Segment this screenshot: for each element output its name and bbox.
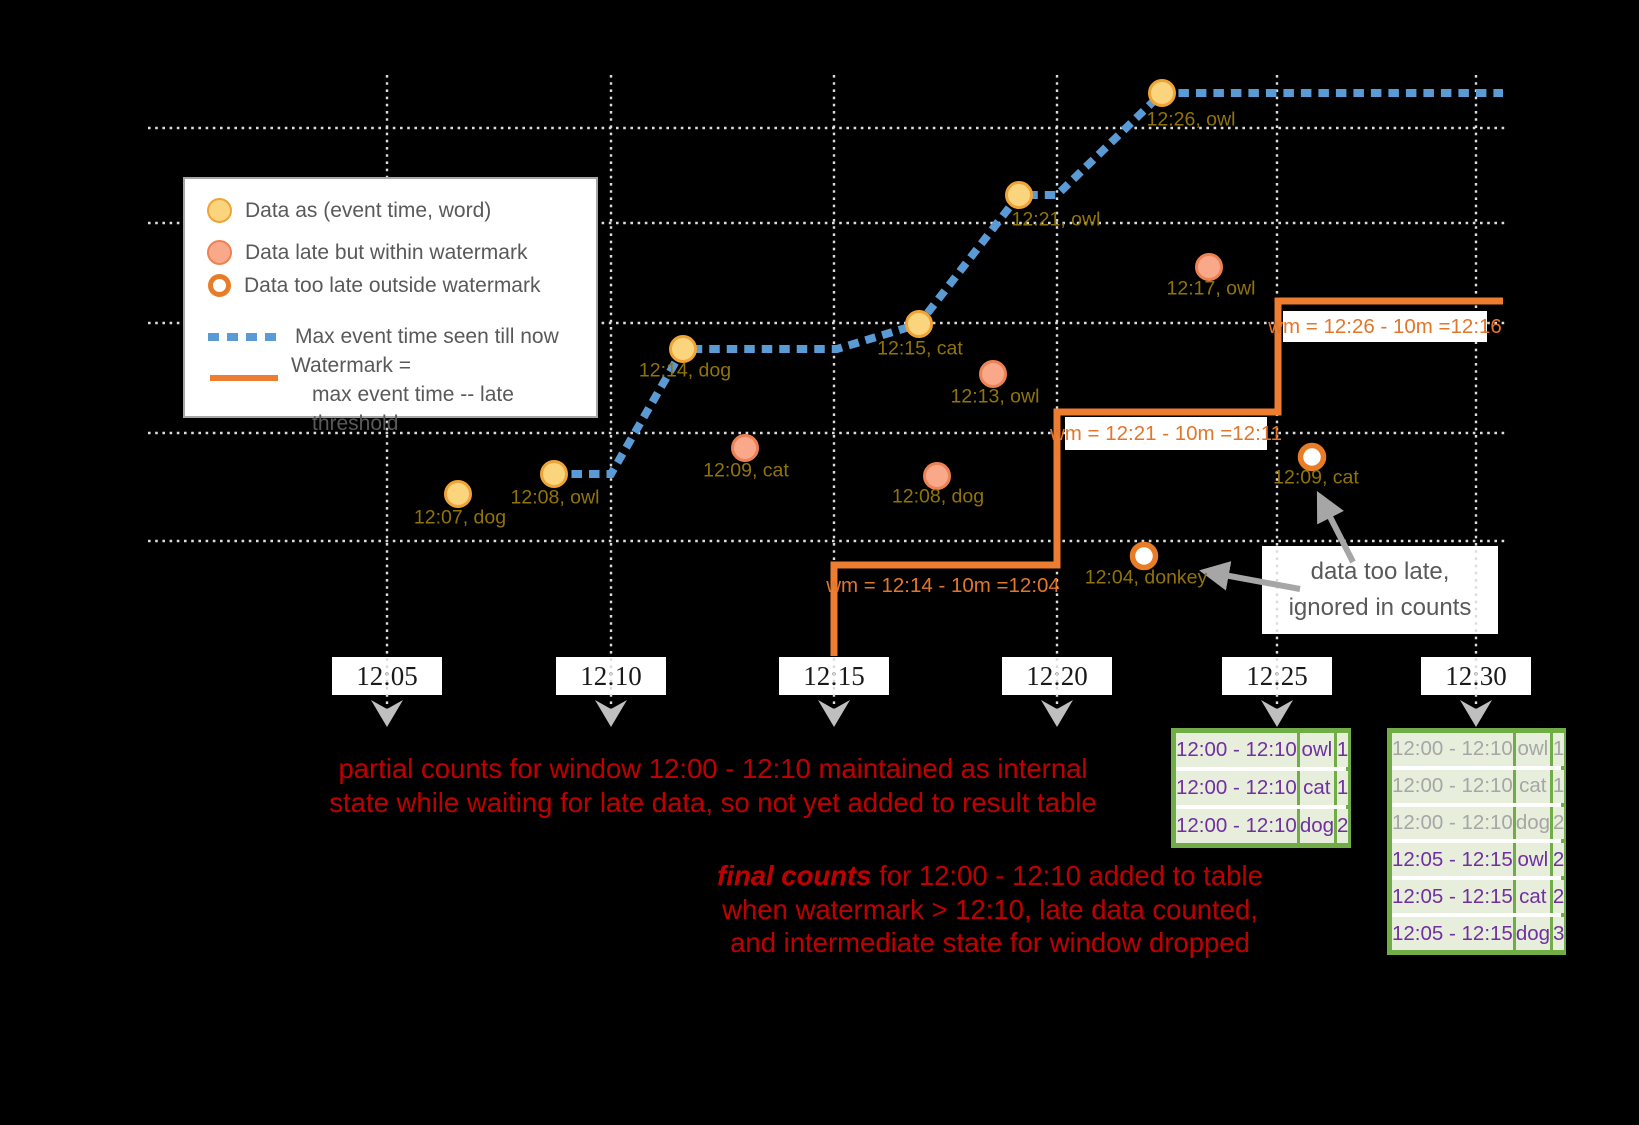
window-cell: 12:05 - 12:15 (1392, 880, 1513, 913)
point-too-late-12-09-cat (1301, 446, 1324, 469)
point-label-12-07-dog: 12:07, dog (413, 506, 507, 529)
point-on-time-12-07-dog (446, 482, 471, 507)
watermark-value-label: wm = 12:26 - 10m =12:16 (1283, 311, 1487, 342)
point-on-time-12-14-dog (671, 337, 696, 362)
word-cell: cat (1300, 771, 1334, 805)
point-on-time-12-08-owl (542, 462, 567, 487)
trigger-time-box-12-05: 12:05 (332, 657, 442, 695)
axis-arrowhead (1460, 700, 1492, 727)
word-cell: owl (1516, 733, 1550, 766)
word-cell: dog (1516, 807, 1550, 840)
window-cell: 12:05 - 12:15 (1392, 843, 1513, 876)
point-label-12-04-donkey: 12:04, donkey (1084, 566, 1208, 589)
axis-arrowhead (1261, 700, 1293, 727)
trigger-time-box-12-25: 12:25 (1222, 657, 1332, 695)
word-cell: dog (1300, 809, 1334, 843)
point-on-time-12-21-owl (1007, 183, 1032, 208)
watermark-value-label: wm = 12:14 - 10m =12:04 (826, 574, 1060, 597)
point-label-12-26-owl: 12:26, owl (1146, 108, 1236, 131)
window-cell: 12:00 - 12:10 (1392, 807, 1513, 840)
word-cell: dog (1516, 917, 1550, 950)
legend-label: Max event time seen till now (295, 325, 559, 348)
callout-arrow (1208, 572, 1300, 589)
count-cell: 2 (1553, 880, 1564, 913)
point-on-time-12-26-owl (1150, 81, 1175, 106)
partial-counts-line1: partial counts for window 12:00 - 12:10 maintained as internal (338, 753, 1088, 784)
count-cell: 1 (1553, 733, 1564, 766)
point-too-late-12-04-donkey (1133, 545, 1156, 568)
point-late-12-09-cat (733, 436, 758, 461)
word-cell: cat (1516, 880, 1550, 913)
final-counts-emphasis: final counts (717, 860, 872, 891)
final-counts-rest: for 12:00 - 12:10 added to table (871, 860, 1263, 891)
point-label-12-13-owl: 12:13, owl (950, 385, 1040, 408)
legend-label: Data late but within watermark (245, 241, 528, 264)
point-late-12-08-dog (925, 464, 950, 489)
count-cell: 2 (1553, 807, 1564, 840)
max-event-time-line (554, 93, 1503, 474)
window-cell: 12:05 - 12:15 (1392, 917, 1513, 950)
watermark-label-line1: Watermark = (291, 354, 411, 377)
word-cell: cat (1516, 770, 1550, 803)
point-label-12-08-dog: 12:08, dog (891, 485, 985, 508)
too-late-callout-line2: ignored in counts (1288, 594, 1472, 621)
watermark-value-label: wm = 12:21 - 10m =12:11 (1065, 417, 1267, 450)
point-label-12-08-owl: 12:08, owl (510, 486, 600, 509)
legend-label: Data as (event time, word) (245, 199, 492, 222)
count-cell: 1 (1337, 733, 1348, 767)
word-cell: owl (1300, 733, 1334, 767)
watermark-label-line2: max event time -- late threshold (312, 383, 514, 435)
word-cell: owl (1516, 843, 1550, 876)
axis-arrowhead (595, 700, 627, 727)
point-late-12-17-owl (1197, 255, 1222, 280)
trigger-time-box-12-10: 12:10 (556, 657, 666, 695)
final-counts-line3: and intermediate state for window dropped (730, 927, 1250, 958)
point-late-12-13-owl (981, 362, 1006, 387)
point-label-12-14-dog: 12:14, dog (638, 359, 732, 382)
axis-arrowhead (1041, 700, 1073, 727)
point-label-12-09-cat: 12:09, cat (1273, 466, 1359, 489)
window-cell: 12:00 - 12:10 (1176, 733, 1297, 767)
window-cell: 12:00 - 12:10 (1176, 809, 1297, 843)
axis-arrowhead (371, 700, 403, 727)
final-counts-line2: when watermark > 12:10, late data counted, (722, 893, 1258, 925)
window-cell: 12:00 - 12:10 (1392, 733, 1513, 766)
partial-counts-line2: state while waiting for late data, so not yet added to result table (329, 786, 1097, 818)
point-label-12-09-cat: 12:09, cat (703, 459, 789, 482)
point-on-time-12-15-cat (907, 312, 932, 337)
trigger-time-box-12-15: 12:15 (779, 657, 889, 695)
count-cell: 2 (1553, 843, 1564, 876)
window-cell: 12:00 - 12:10 (1176, 771, 1297, 805)
count-cell: 1 (1553, 770, 1564, 803)
point-label-12-21-owl: 12:21, owl (1011, 208, 1101, 231)
axis-arrowhead (818, 700, 850, 727)
window-cell: 12:00 - 12:10 (1392, 770, 1513, 803)
trigger-time-box-12-20: 12:20 (1002, 657, 1112, 695)
count-cell: 2 (1337, 809, 1348, 843)
callout-arrow (1321, 499, 1353, 562)
too-late-callout-line1: data too late, (1310, 558, 1450, 585)
count-cell: 3 (1553, 917, 1564, 950)
legend-label: Data too late outside watermark (244, 274, 541, 297)
point-label-12-17-owl: 12:17, owl (1166, 277, 1256, 300)
point-label-12-15-cat: 12:15, cat (877, 337, 963, 360)
trigger-time-box-12-30: 12:30 (1421, 657, 1531, 695)
count-cell: 1 (1337, 771, 1348, 805)
